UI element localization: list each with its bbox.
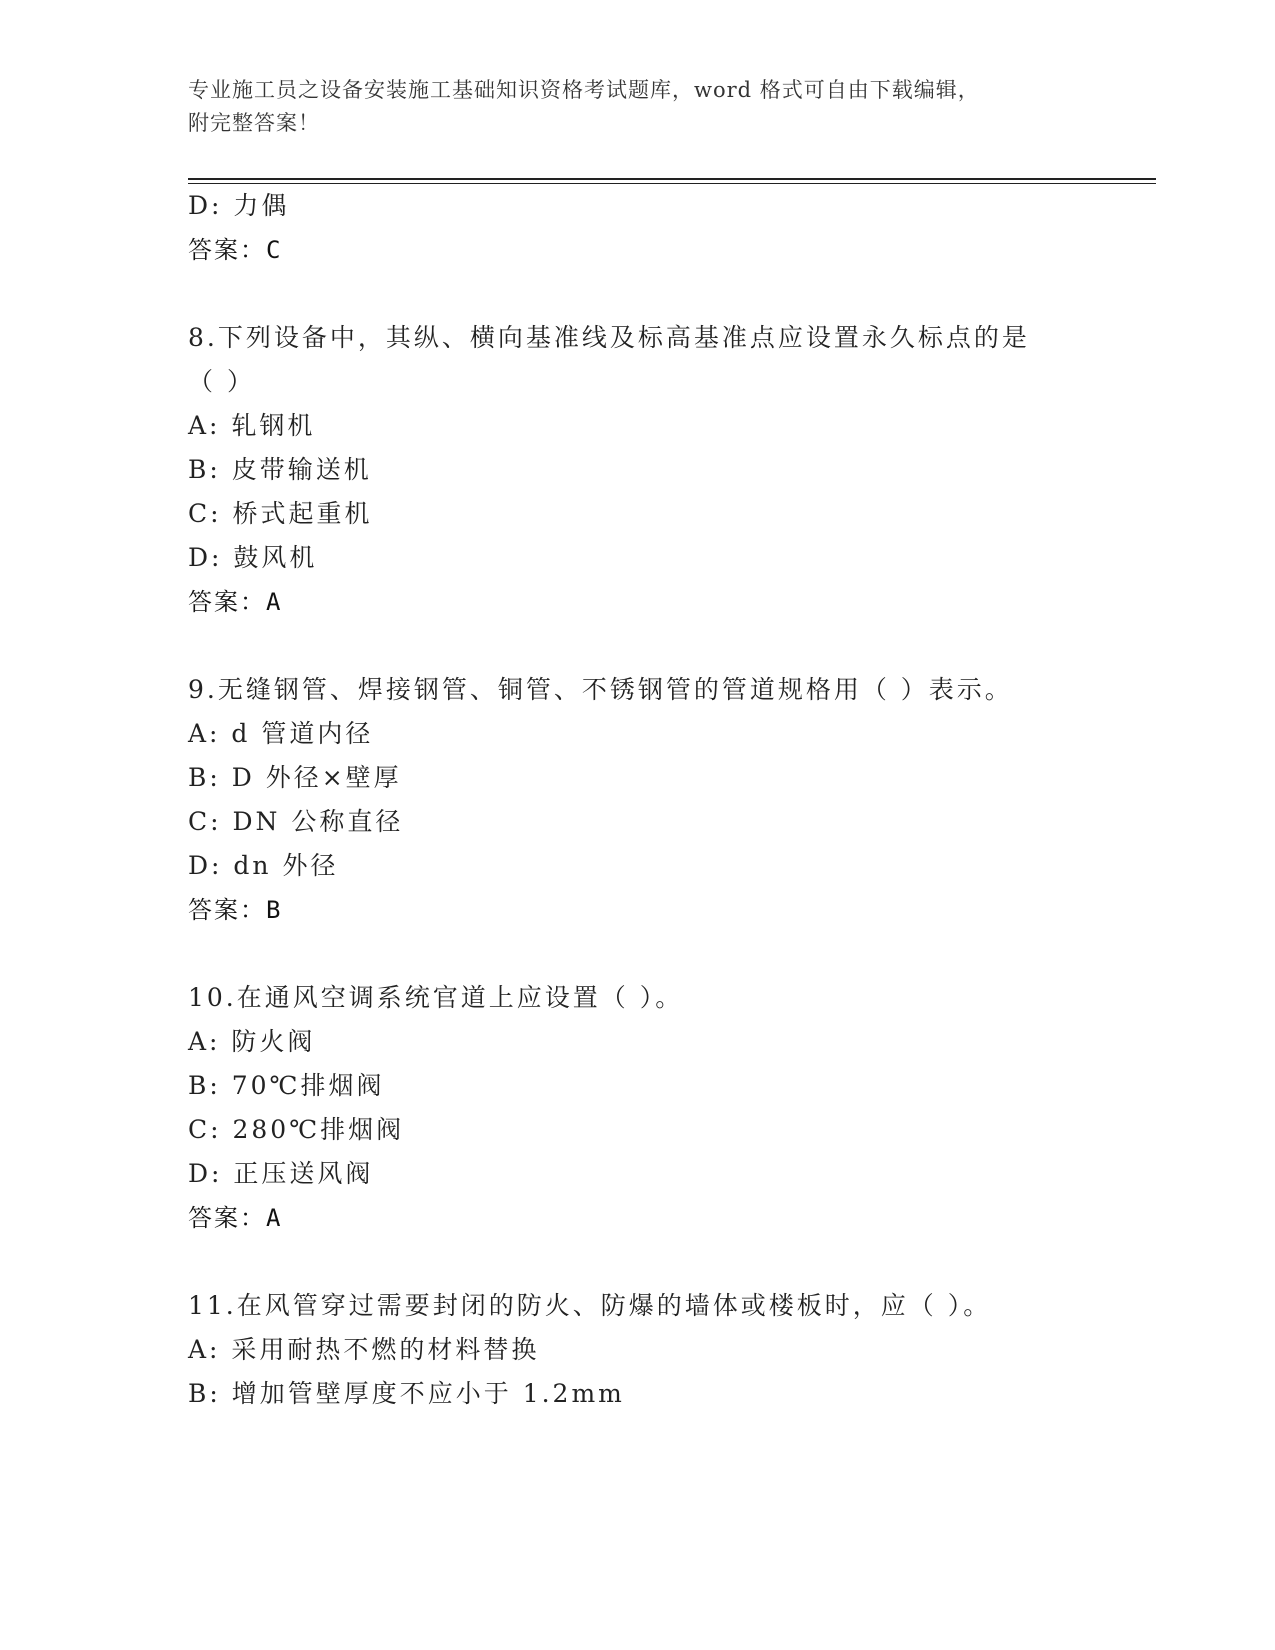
document-header (188, 74, 1088, 140)
q11-option-a: A: 采用耐热不燃的材料替换 (188, 1335, 540, 1364)
q10-option-a: A: 防火阀 (188, 1027, 316, 1056)
q8-option-b: B: 皮带输送机 (188, 455, 372, 484)
prev-answer: 答案：C (188, 236, 283, 264)
q10-option-d: D: 正压送风阀 (188, 1159, 374, 1188)
q8-option-d: D: 鼓风机 (188, 543, 318, 572)
prev-option-d: D: 力偶 (188, 191, 290, 220)
q9-option-c: C: DN 公称直径 (188, 807, 404, 836)
header-divider-thin (188, 183, 1156, 184)
q10-option-b: B: 70℃排烟阀 (188, 1071, 385, 1100)
header-divider-thick (188, 178, 1156, 180)
q9-stem: 9.无缝钢管、焊接钢管、铜管、不锈钢管的管道规格用（ ）表示。 (188, 675, 1013, 704)
header-line-1: 专业施工员之设备安装施工基础知识资格考试题库，word 格式可自由下载编辑， (188, 78, 980, 102)
q10-answer: 答案：A (188, 1204, 283, 1232)
q9-option-a: A: d 管道内径 (188, 719, 374, 748)
q9-option-b: B: D 外径×壁厚 (188, 763, 402, 792)
q8-stem-line-2: （ ） (188, 367, 255, 396)
q8-option-a: A: 轧钢机 (188, 411, 316, 440)
q10-stem: 10.在通风空调系统官道上应设置（ ）。 (188, 983, 684, 1012)
q8-stem-line-1: 8.下列设备中，其纵、横向基准线及标高基准点应设置永久标点的是 (188, 323, 1030, 352)
q11-stem: 11.在风管穿过需要封闭的防火、防爆的墙体或楼板时，应（ ）。 (188, 1291, 992, 1320)
q9-answer: 答案：B (188, 896, 283, 924)
q9-option-d: D: dn 外径 (188, 851, 339, 880)
q11-option-b: B: 增加管壁厚度不应小于 1.2mm (188, 1379, 625, 1408)
q8-option-c: C: 桥式起重机 (188, 499, 373, 528)
header-line-2: 附完整答案！ (188, 111, 320, 135)
q8-answer: 答案：A (188, 588, 283, 616)
q10-option-c: C: 280℃排烟阀 (188, 1115, 405, 1144)
